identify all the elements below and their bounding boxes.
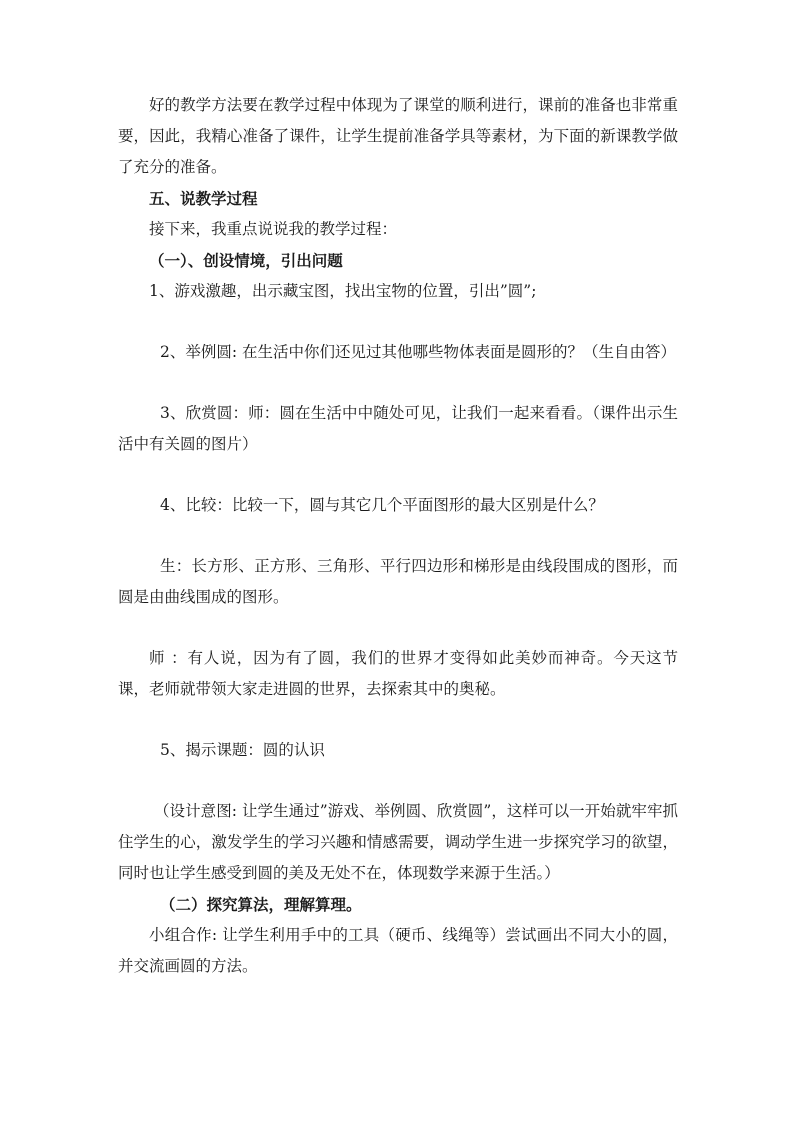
list-item-topic: 5、揭示课题：圆的认识 [160, 741, 325, 759]
paragraph-student-answer: 生：长方形、正方形、三角形、平行四边形和梯形是由线段围成的图形，而圆是由曲线围成的图形。 [118, 557, 678, 606]
document-page [118, 90, 678, 982]
heading-teaching-process: 五、说教学过程 [149, 189, 258, 208]
list-item-examples: 2、举例圆: 在生活中你们还见过其他哪些物体表面是圆形的？（生自由答） [160, 343, 677, 361]
paragraph-preparation: 好的教学方法要在教学过程中体现为了课堂的顺利进行，课前的准备也非常重要，因此，我精心准备了课件，让学生提前准备学具等素材，为下面的新课教学做了充分的准备。 [118, 96, 678, 176]
heading-part-one: （一）、创设情境，引出问题 [149, 251, 343, 270]
list-item-game: 1、游戏激趣，出示藏宝图，找出宝物的位置，引出”圆”; [149, 282, 537, 300]
heading-part-two: （二）探究算法，理解算理。 [160, 895, 362, 914]
paragraph-intro: 接下来，我重点说说我的教学过程： [149, 220, 398, 238]
list-item-appreciate: 3、欣赏圆：师：圆在生活中中随处可见，让我们一起来看看。（课件出示生活中有关圆的图片） [118, 404, 678, 453]
paragraph-group-work: 小组合作: 让学生利用手中的工具（硬币、线绳等）尝试画出不同大小的圆，并交流画圆的方法。 [118, 926, 678, 975]
list-item-compare: 4、比较：比较一下，圆与其它几个平面图形的最大区别是什么？ [160, 496, 604, 514]
paragraph-teacher-remark: 师 ：有人说，因为有了圆，我们的世界才变得如此美妙而神奇。今天这节课，老师就带领大家走进圆的世界，去探索其中的奥秘。 [118, 649, 678, 698]
paragraph-design-intent: （设计意图: 让学生通过”游戏、举例圆、欣赏圆”，这样可以一开始就牢牢抓住学生的心，激发学生的学习兴趣和情感需要，调动学生进一步探究学习的欲望，同时也让学生感受到圆的美及无处不在，体现数学来源于生活。） [118, 802, 678, 882]
